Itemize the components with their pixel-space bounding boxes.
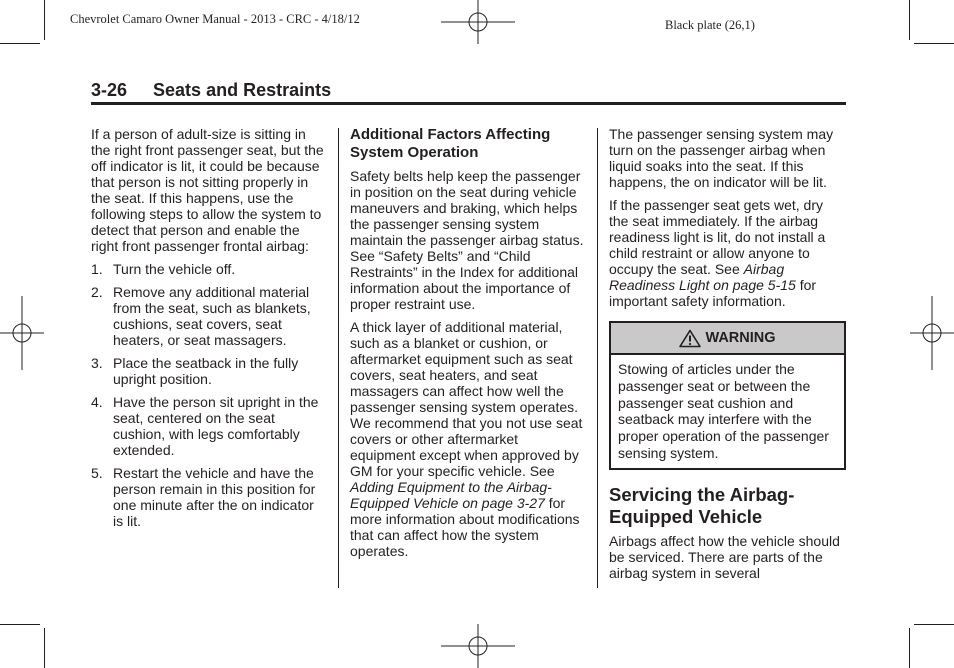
paragraph-text: If the passenger seat gets wet, dry the seat immediately. If the airbag readiness light is lit, do not install a child restraint or allow anyone to occupy the seat. See xyxy=(609,197,826,277)
list-item xyxy=(91,261,327,277)
step-text: Restart the vehicle and have the person remain in this position for one minute after the on indicator is lit. xyxy=(113,465,316,529)
servicing-heading: Servicing the Airbag-Equipped Vehicle xyxy=(609,483,795,527)
list-item xyxy=(91,465,327,529)
print-header-right: Black plate (26,1) xyxy=(665,18,755,32)
column-divider-1 xyxy=(338,128,339,588)
list-item xyxy=(91,284,327,348)
additional-factors-heading: Additional Factors Affecting System Operation xyxy=(350,126,551,161)
heading-rule xyxy=(91,102,846,105)
registration-mark-left xyxy=(0,296,44,370)
steps-list xyxy=(91,261,327,529)
column-3 xyxy=(609,126,846,588)
wet-seat-paragraph xyxy=(609,197,846,309)
column-1 xyxy=(91,126,327,536)
step-number: 3. xyxy=(91,355,103,371)
step-number: 2. xyxy=(91,284,103,300)
registration-mark-top xyxy=(441,0,515,44)
section-heading xyxy=(91,80,331,101)
safety-belts-paragraph: Safety belts help keep the passenger in position on the seat during vehicle maneuvers and braking, which helps the passenger sensing system maintain the passenger airbag status. See “Safety Belts” and “Child Restraints” in the Index for additional information about the importance of proper restraint use. xyxy=(350,168,584,312)
warning-text: Stowing of articles under the passenger seat or between the passenger seat cushion and seatback may interfere with the proper operation of the passenger sensing system. xyxy=(618,361,829,461)
paragraph-text: for important safety information. xyxy=(609,277,817,309)
page-number: 3-26 xyxy=(91,80,128,100)
warning-box xyxy=(609,321,846,470)
column-2 xyxy=(350,126,586,566)
adding-equipment-link[interactable]: Adding Equipment to the Airbag-Equipped Vehicle on page 3-27 xyxy=(350,479,552,511)
list-item xyxy=(91,355,327,387)
airbag-readiness-link[interactable]: Airbag Readiness Light on page 5-15 xyxy=(609,261,796,293)
warning-header xyxy=(611,323,844,355)
airbags-affect-paragraph: Airbags affect how the vehicle should be serviced. There are parts of the airbag system in several xyxy=(609,532,840,581)
warning-triangle-icon xyxy=(679,329,701,348)
intro-paragraph: If a person of adult-size is sitting in the right front passenger seat, but the off indicator is lit, it could be because that person is not sitting properly in the seat. If this happens, use the following steps to allow the system to detect that person and enable the right front passenger frontal airbag: xyxy=(91,126,324,254)
paragraph-text: A thick layer of additional material, such as a blanket or cushion, or aftermarket equipment such as seat covers, seat heaters, and seat massagers can affect how well the passenger sensing system operates. We recommend that you not use seat covers or other aftermarket equipment except when approved by GM for your specific vehicle. See xyxy=(350,319,583,479)
step-text: Remove any additional material from the seat, such as blankets, cushions, seat covers, seat heaters, or seat massagers. xyxy=(113,284,311,348)
registration-mark-right xyxy=(910,296,954,370)
section-title: Seats and Restraints xyxy=(153,80,332,100)
step-number: 4. xyxy=(91,394,103,410)
registration-mark-bottom xyxy=(441,624,515,668)
liquid-soaks-paragraph: The passenger sensing system may turn on the passenger airbag when liquid soaks into the seat. If this happens, the on indicator will be lit. xyxy=(609,126,834,190)
warning-label: WARNING xyxy=(705,330,776,346)
step-text: Turn the vehicle off. xyxy=(113,261,236,277)
paragraph-text: for more information about modifications that can affect how the system operates. xyxy=(350,495,580,559)
step-number: 5. xyxy=(91,465,103,481)
step-text: Have the person sit upright in the seat, centered on the seat cushion, with legs comfortably extended. xyxy=(113,394,319,458)
print-header-left: Chevrolet Camaro Owner Manual - 2013 - CRC - 4/18/12 xyxy=(70,12,360,26)
step-number: 1. xyxy=(91,261,103,277)
step-text: Place the seatback in the fully upright position. xyxy=(113,355,299,387)
column-divider-2 xyxy=(597,128,598,588)
thick-layer-paragraph xyxy=(350,319,586,559)
list-item xyxy=(91,394,327,458)
